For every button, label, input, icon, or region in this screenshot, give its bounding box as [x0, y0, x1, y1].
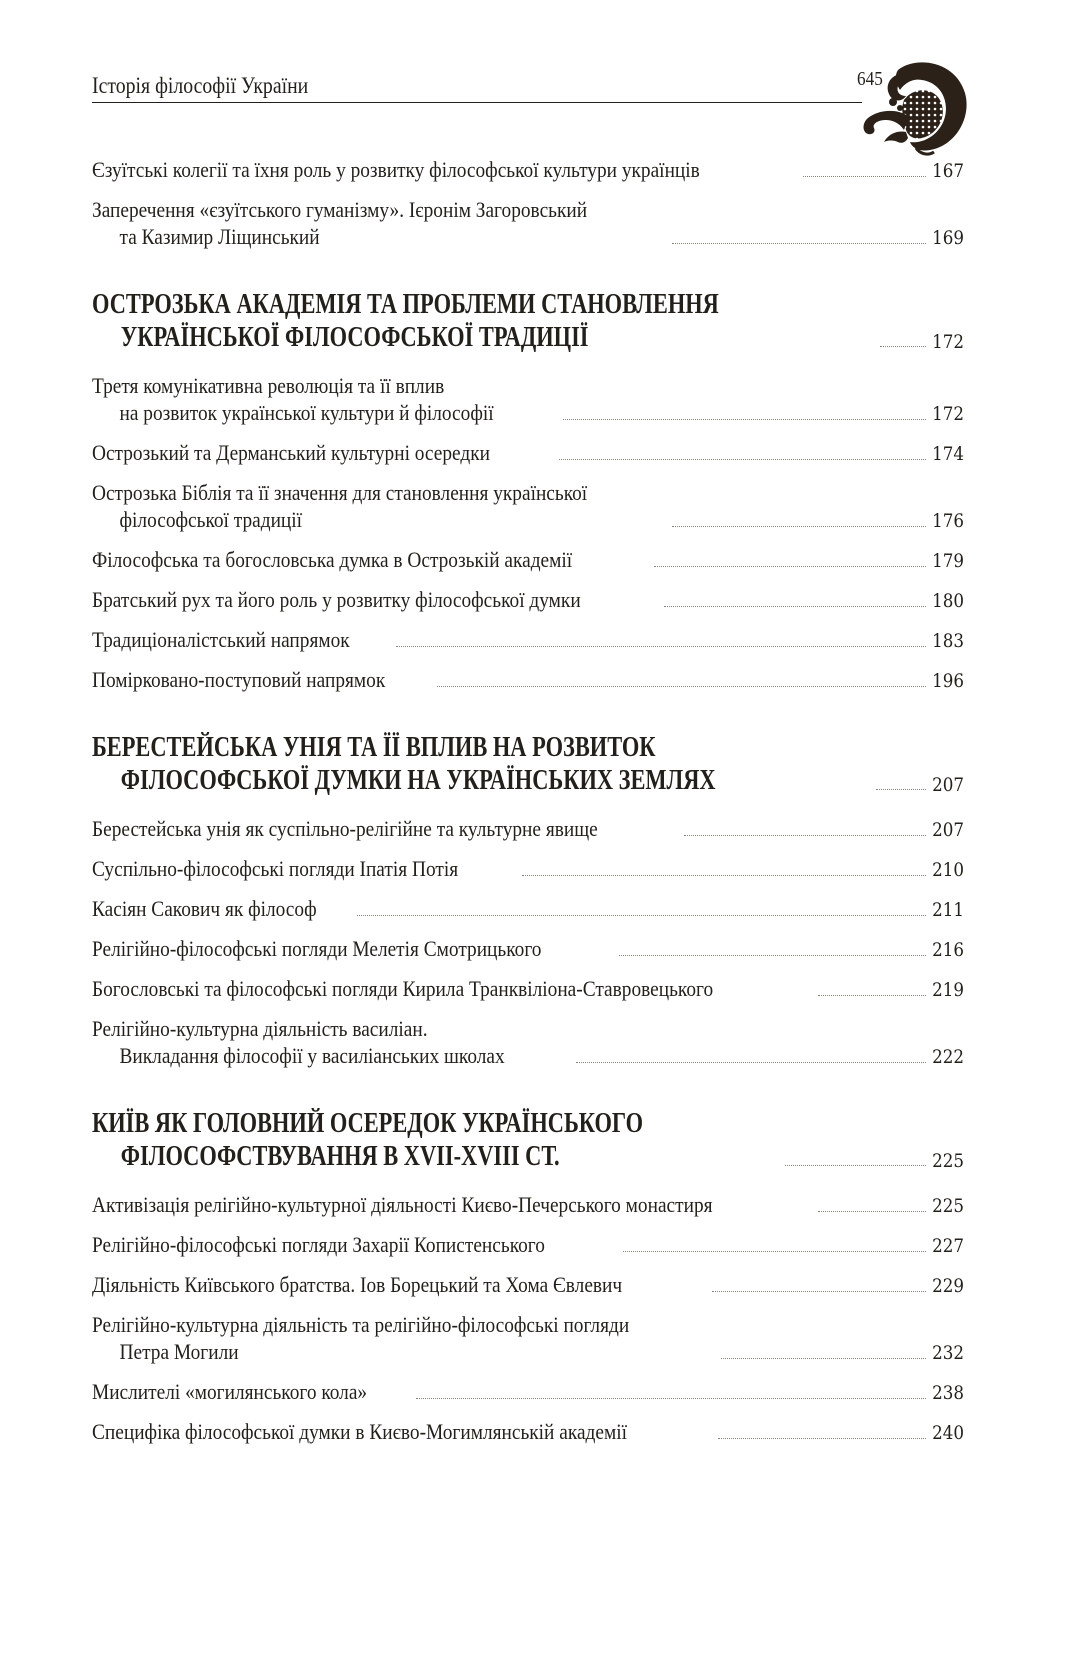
toc-entry[interactable] [92, 935, 962, 962]
chapter-title: БЕРЕСТЕЙСЬКА УНІЯ ТА ЇЇ ВПЛИВ НА РОЗВИТОК [92, 732, 656, 763]
page-ref: 229 [932, 1275, 964, 1297]
toc-entry[interactable] [92, 1231, 962, 1258]
toc-entry[interactable] [92, 626, 962, 653]
chapter-title-continued: ФІЛОСОФСЬКОЇ ДУМКИ НА УКРАЇНСЬКИХ ЗЕМЛЯХ [120, 765, 716, 796]
dot-leader [563, 419, 926, 420]
chapter-title-continued: ФІЛОСОФСТВУВАННЯ В XVII-XVIII СТ. [120, 1141, 560, 1172]
dot-leader [396, 646, 926, 647]
page-ref: 172 [932, 403, 964, 425]
dot-leader [522, 875, 926, 876]
entry-title: Діяльність Київського братства. Іов Борецький та Хома Євлевич [92, 1272, 623, 1297]
page-header [92, 64, 862, 103]
dot-leader [672, 526, 926, 527]
page-ref: 222 [932, 1046, 964, 1068]
toc-entry[interactable] [92, 1378, 962, 1405]
entry-title-continued: філософської традиції [119, 507, 303, 532]
page-ref: 207 [932, 774, 964, 796]
entry-title: Помірковано-поступовий напрямок [92, 667, 386, 692]
dot-leader [619, 955, 926, 956]
entry-title: Єзуїтські колегії та їхня роль у розвитку філософської культури українців [92, 157, 700, 182]
running-title: Історія філософії України [92, 73, 309, 98]
entry-title: Касіян Сакович як філософ [92, 896, 317, 921]
page-ref: 167 [932, 160, 964, 182]
page-ref: 225 [932, 1195, 964, 1217]
toc-entry[interactable] [92, 895, 962, 922]
entry-title: Мислителі «могилянського кола» [92, 1379, 368, 1404]
entry-title: Братський рух та його роль у розвитку філософської думки [92, 587, 581, 612]
toc-entry[interactable] [92, 1191, 962, 1218]
entry-title-continued: на розвиток української культури й філософії [119, 400, 494, 425]
entry-title: Богословські та філософські погляди Кирила Транквіліона-Ставровецького [92, 976, 714, 1001]
floral-ornament-icon [860, 58, 970, 158]
entry-title: Заперечення «єзуїтського гуманізму». Ієронім Загоровський [92, 197, 588, 222]
entry-title: Філософська та богословська думка в Острозькій академії [92, 547, 573, 572]
toc-entry[interactable] [92, 1418, 962, 1445]
entry-title: Острозький та Дерманський культурні осередки [92, 440, 490, 465]
page-ref: 211 [932, 899, 964, 921]
dot-leader [876, 789, 927, 790]
page-ref: 174 [932, 443, 964, 465]
entry-title: Острозька Біблія та її значення для становлення української [92, 480, 588, 505]
chapter-title-continued: УКРАЇНСЬКОЇ ФІЛОСОФСЬКОЇ ТРАДИЦІЇ [120, 322, 589, 353]
toc-entry[interactable] [92, 196, 962, 250]
page-ref: 176 [932, 510, 964, 532]
toc-entry[interactable] [92, 975, 962, 1002]
dot-leader [654, 566, 926, 567]
dot-leader [718, 1438, 926, 1439]
page-ref: 172 [932, 331, 964, 353]
entry-title: Традиціоналістський напрямок [92, 627, 350, 652]
dot-leader [559, 459, 926, 460]
dot-leader [684, 835, 926, 836]
toc-entry[interactable] [92, 372, 962, 426]
dot-leader [576, 1062, 926, 1063]
page-ref: 232 [932, 1342, 964, 1364]
dot-leader [712, 1291, 926, 1292]
dot-leader [664, 606, 926, 607]
dot-leader [437, 686, 926, 687]
entry-title-continued: та Казимир Ліщинський [119, 224, 320, 249]
page-ref: 238 [932, 1382, 964, 1404]
page-ref: 179 [932, 550, 964, 572]
chapter-title: ОСТРОЗЬКА АКАДЕМІЯ ТА ПРОБЛЕМИ СТАНОВЛЕННЯ [92, 289, 719, 320]
page-ref: 210 [932, 859, 964, 881]
dot-leader [818, 1211, 926, 1212]
toc-entry[interactable] [92, 855, 962, 882]
toc-entry[interactable] [92, 439, 962, 466]
chapter-title: КИЇВ ЯК ГОЛОВНИЙ ОСЕРЕДОК УКРАЇНСЬКОГО [92, 1108, 644, 1139]
dot-leader [785, 1165, 926, 1166]
toc-entry[interactable] [92, 1015, 962, 1069]
dot-leader [803, 176, 926, 177]
entry-title: Суспільно-філософські погляди Іпатія Потія [92, 856, 459, 881]
entry-title-continued: Петра Могили [119, 1339, 239, 1364]
chapter-heading[interactable] [92, 731, 962, 797]
entry-title: Специфіка філософської думки в Києво-Могимлянській академії [92, 1419, 627, 1444]
page-ref: 183 [932, 630, 964, 652]
dot-leader [721, 1358, 926, 1359]
page-ref: 180 [932, 590, 964, 612]
entry-title: Третя комунікативна революція та її вплив [92, 373, 445, 398]
dot-leader [672, 243, 926, 244]
dot-leader [623, 1251, 926, 1252]
entry-title: Релігійно-філософські погляди Мелетія Смотрицького [92, 936, 542, 961]
dot-leader [357, 915, 926, 916]
entry-title: Релігійно-філософські погляди Захарії Копистенського [92, 1232, 545, 1257]
toc-entry[interactable] [92, 815, 962, 842]
page-number: 645 [857, 68, 883, 90]
entry-title-continued: Викладання філософії у василіанських школах [119, 1043, 505, 1068]
page-ref: 219 [932, 979, 964, 1001]
page-ref: 216 [932, 939, 964, 961]
dot-leader [818, 995, 926, 996]
dot-leader [880, 346, 926, 347]
page-ref: 227 [932, 1235, 964, 1257]
entry-title: Берестейська унія як суспільно-релігійне та культурне явище [92, 816, 598, 841]
toc-entry[interactable] [92, 586, 962, 613]
page-ref: 240 [932, 1422, 964, 1444]
chapter-heading[interactable] [92, 288, 962, 354]
page-ref: 207 [932, 819, 964, 841]
dot-leader [416, 1398, 926, 1399]
page-ref: 196 [932, 670, 964, 692]
entry-title: Релігійно-культурна діяльність та релігійно-філософські погляди [92, 1312, 630, 1337]
table-of-contents [92, 156, 962, 1458]
page-ref: 169 [932, 227, 964, 249]
chapter-heading[interactable] [92, 1107, 962, 1173]
toc-entry[interactable] [92, 666, 962, 693]
toc-entry[interactable] [92, 546, 962, 573]
page-ref: 225 [932, 1150, 964, 1172]
toc-entry[interactable] [92, 479, 962, 533]
toc-entry[interactable] [92, 156, 962, 183]
entry-title: Релігійно-культурна діяльність василіан. [92, 1016, 428, 1041]
toc-entry[interactable] [92, 1311, 962, 1365]
entry-title: Активізація релігійно-культурної діяльності Києво-Печерського монастиря [92, 1192, 713, 1217]
toc-entry[interactable] [92, 1271, 962, 1298]
